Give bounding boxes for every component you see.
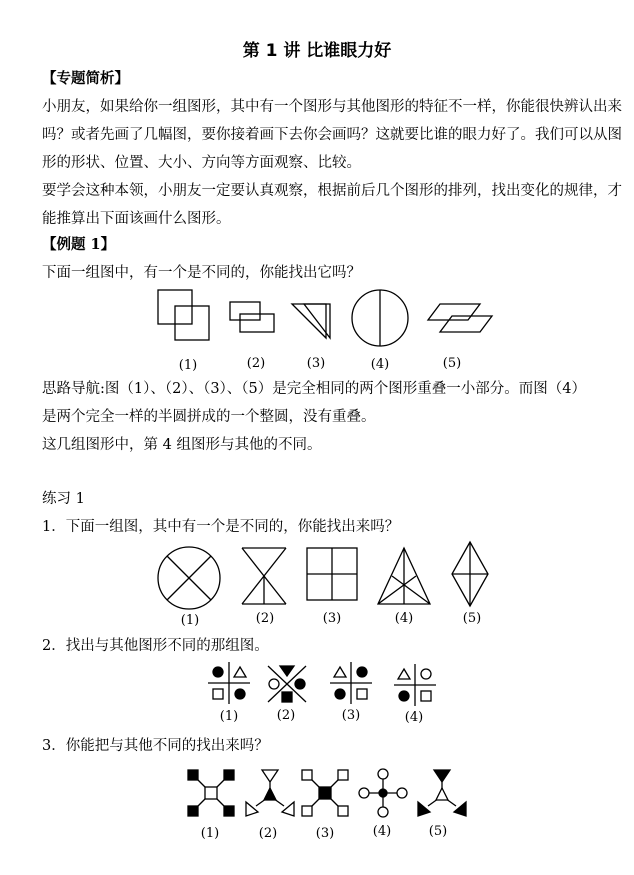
q3-text: 3．你能把与其他不同的找出来吗？ (42, 738, 269, 754)
example-question: 下面一组图中，有一个是不同的，你能找出它吗？ (42, 265, 361, 281)
example-figure-3 (290, 300, 334, 344)
q1-figure-5 (450, 540, 490, 610)
q2-figure-2 (264, 662, 310, 706)
q2-label-4: (4) (404, 710, 424, 725)
intro-line: 吗？或者先画了几幅图，要你接着画下去你会画吗？这就要比谁的眼力好了。我们可以从图 (42, 127, 622, 143)
q2-figure-4 (392, 662, 438, 708)
q3-label-5: (5) (428, 824, 448, 839)
page-title: 第 1 讲 比谁眼力好 (242, 41, 392, 61)
practice-header: 练习 1 (42, 491, 85, 507)
intro-line: 要学会这种本领，小朋友一定要认真观察，根据前后几个图形的排列，找出变化的规律，才 (42, 183, 622, 199)
q3-figure-3 (300, 768, 350, 818)
q1-label-5: (5) (462, 611, 482, 626)
q1-figure-3 (305, 546, 361, 604)
q1-figure-1 (157, 546, 223, 612)
intro-line: 能推算出下面该画什么图形。 (42, 211, 231, 227)
q2-figure-1 (206, 660, 252, 706)
q2-label-1: (1) (219, 709, 239, 724)
q2-label-3: (3) (341, 708, 361, 723)
intro-line: 小朋友，如果给你一组图形，其中有一个图形与其他图形的特征不一样，你能很快辨认出来 (42, 99, 622, 115)
example-label-1: (1) (178, 358, 198, 373)
q1-text: 1．下面一组图，其中有一个是不同的，你能找出来吗？ (42, 519, 400, 535)
explanation-line: 思路导航:图（1）、（2）、（3）、（5）是完全相同的两个图形重叠一小部分。而图（4） (42, 381, 587, 397)
explanation-line: 是两个完全一样的半圆拼成的一个整圆，没有重叠。 (42, 409, 376, 425)
q3-label-1: (1) (200, 826, 220, 841)
q1-label-3: (3) (322, 611, 342, 626)
example-label-3: (3) (306, 356, 326, 371)
q2-text: 2．找出与其他图形不同的那组图。 (42, 638, 269, 654)
explanation-line: 这几组图形中，第 4 组图形与其他的不同。 (42, 437, 322, 453)
q3-figure-4 (358, 768, 408, 818)
q1-figure-2 (240, 546, 290, 608)
example-figure-1 (155, 288, 215, 348)
q1-label-4: (4) (394, 611, 414, 626)
q3-figure-1 (186, 768, 236, 818)
q3-label-2: (2) (258, 826, 278, 841)
example-header: 【例题 1】 (42, 236, 116, 253)
q1-label-1: (1) (180, 613, 200, 628)
section-header: 【专题简析】 (42, 70, 129, 87)
q2-label-2: (2) (276, 708, 296, 723)
example-figure-2 (228, 298, 278, 338)
example-label-4: (4) (370, 357, 390, 372)
example-figure-5 (426, 302, 496, 338)
example-figure-4 (350, 288, 412, 350)
q3-label-4: (4) (372, 824, 392, 839)
example-label-2: (2) (246, 356, 266, 371)
q3-label-3: (3) (315, 826, 335, 841)
q3-figure-2 (244, 768, 296, 818)
q2-figure-3 (328, 660, 374, 706)
q1-label-2: (2) (255, 611, 275, 626)
example-label-5: (5) (442, 356, 462, 371)
intro-line: 形的形状、位置、大小、方向等方面观察、比较。 (42, 155, 361, 171)
q1-figure-4 (376, 546, 432, 608)
q3-figure-5 (416, 768, 468, 818)
